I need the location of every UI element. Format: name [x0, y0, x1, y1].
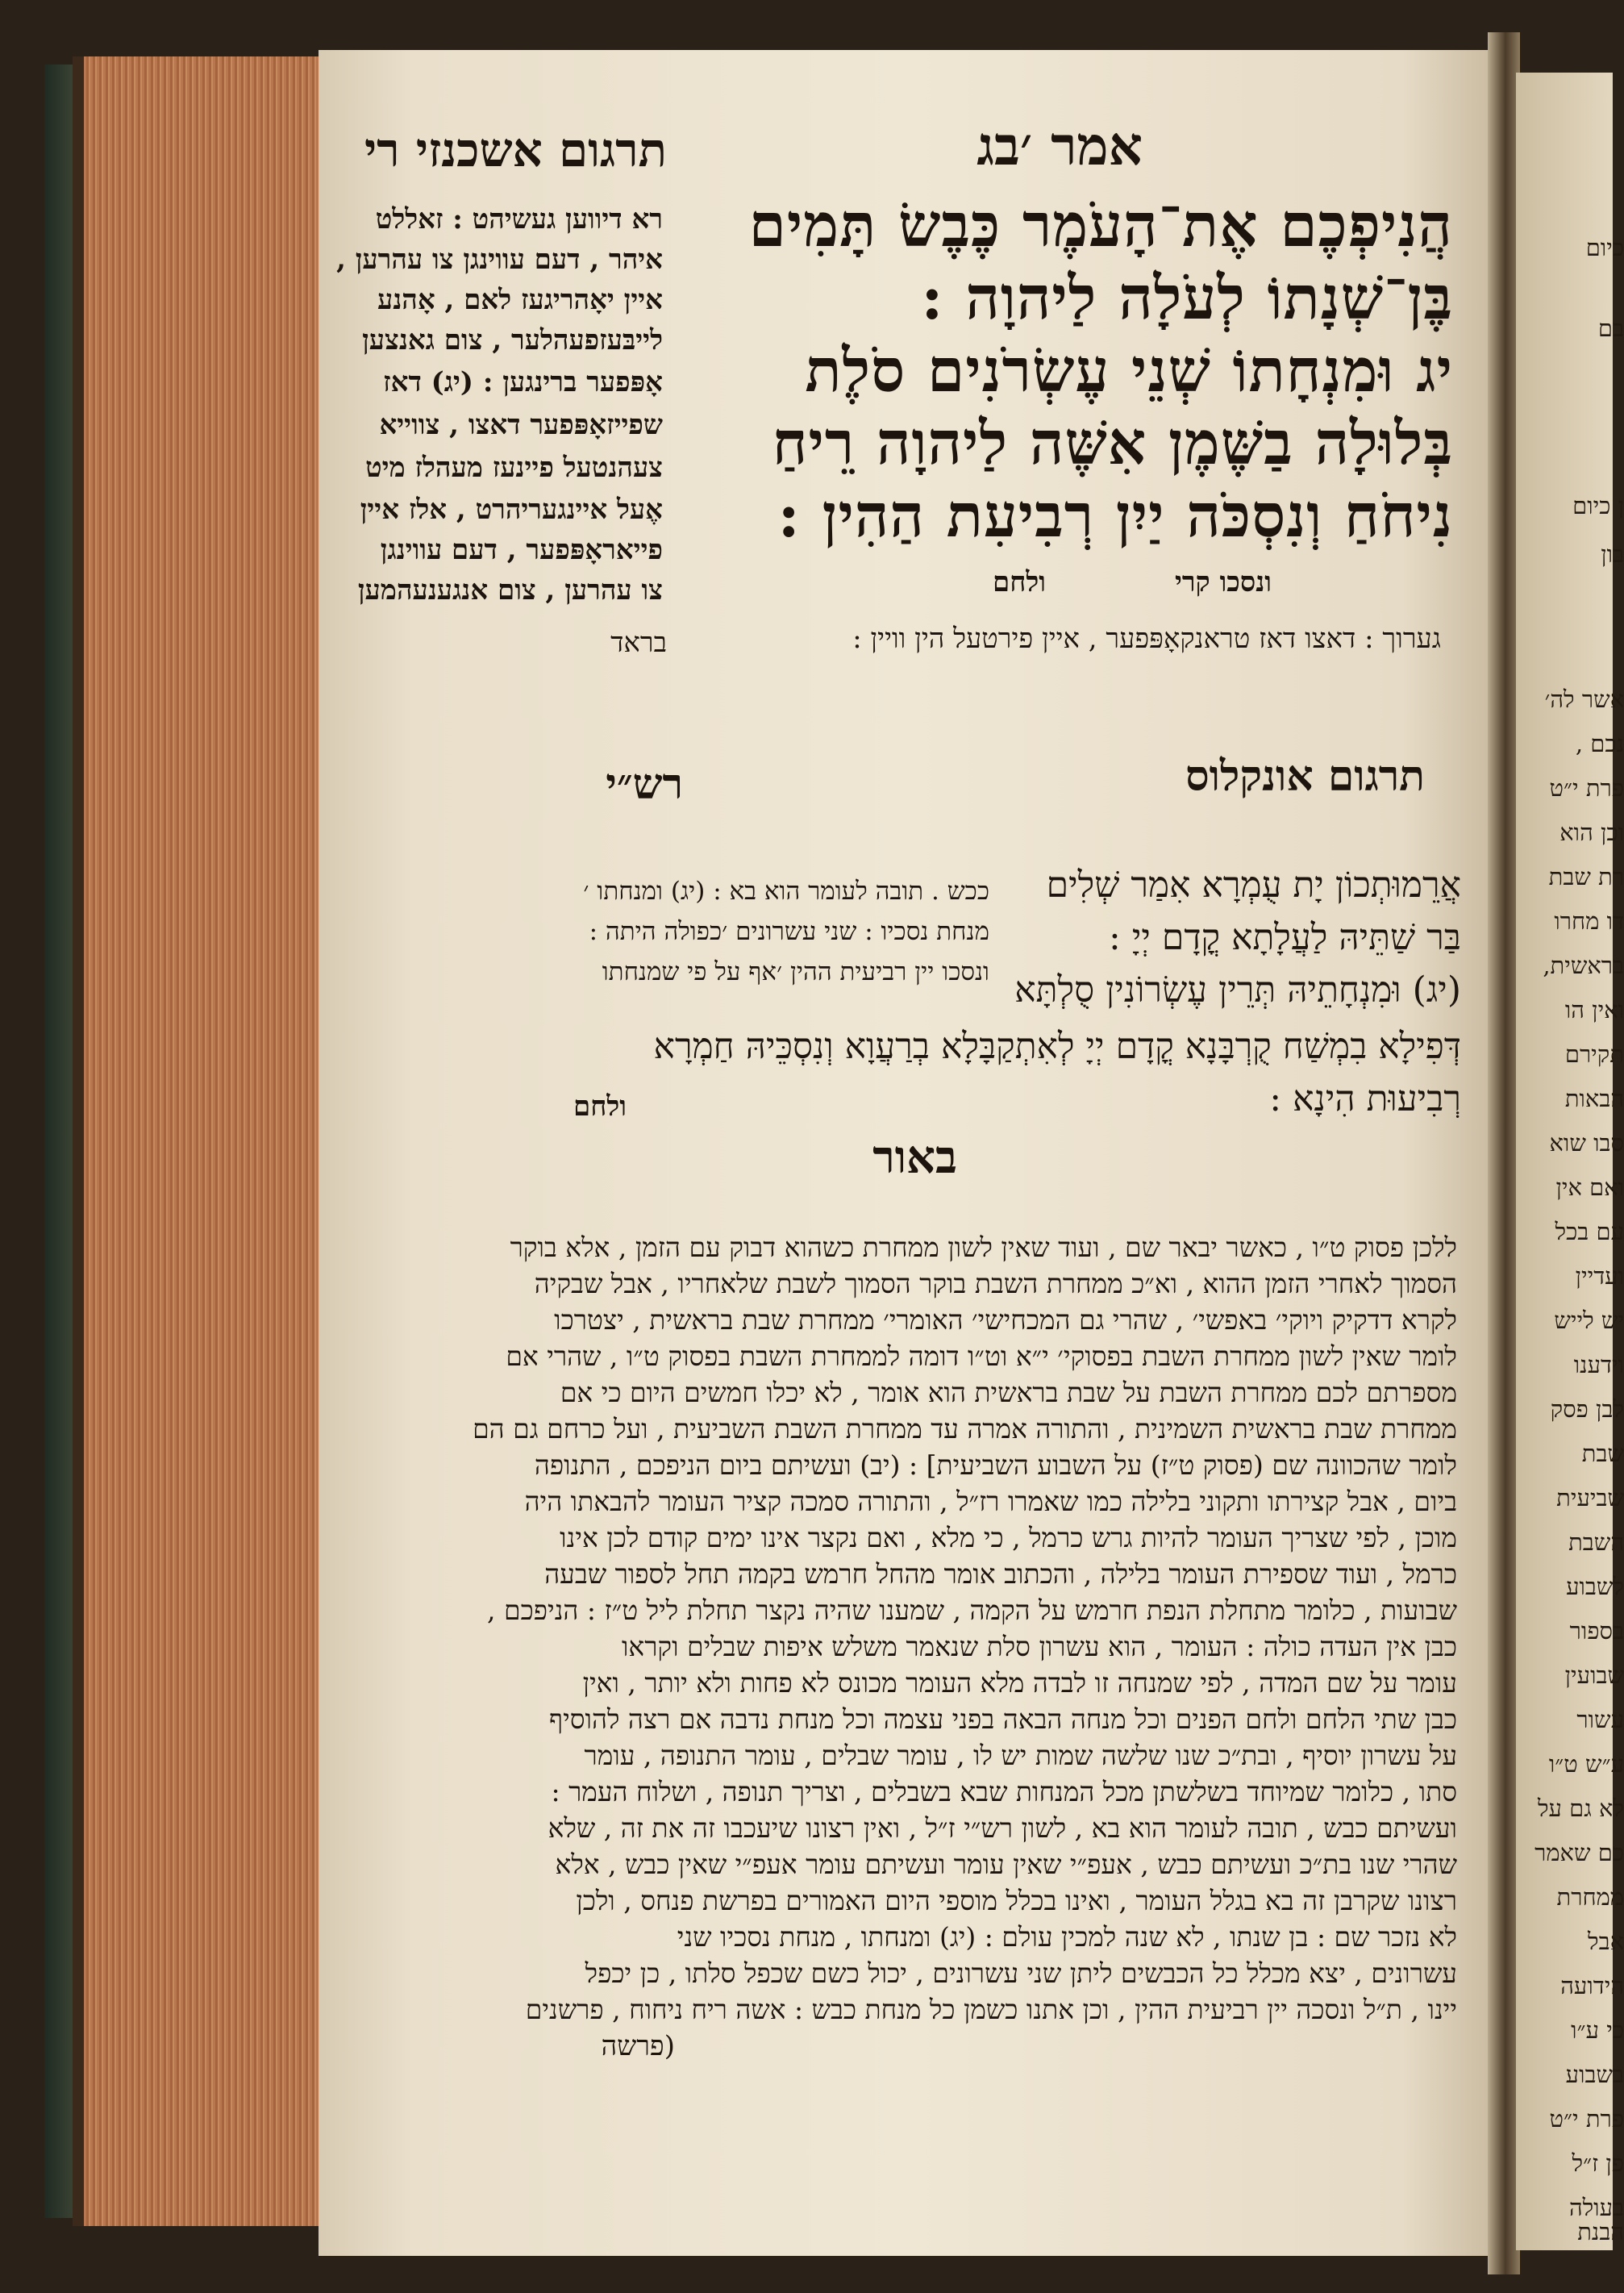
- rashi-line: מנחת נסכיו : שני עשרונים ׳כפולה היתה :: [589, 917, 989, 946]
- right-page-fragment: פן ז״ל: [1572, 2149, 1624, 2177]
- right-page-fragment: שבועין: [1564, 1661, 1624, 1689]
- right-page-fragment: וכן הוא: [1559, 819, 1624, 846]
- verse-line: הֲנִיפְכֶם אֶת־הָעֹמֶר כֶּבֶשׂ תָּמִים: [748, 191, 1453, 261]
- biur-line: לקרא דדקיק ויוקי׳ באפשי׳ , שהרי גם המכחישי׳ האומרי׳ ממחרת שבת בראשית , יצטרכו: [554, 1304, 1457, 1336]
- keri-note-word: ולחם: [993, 566, 1046, 598]
- right-page-fragment: ן כיום: [1572, 492, 1624, 519]
- yiddish-line: רא דיווען געשיהט : זאללט: [375, 203, 663, 236]
- yiddish-line: צו עהרען , צום אנגענעהמען: [357, 574, 663, 607]
- right-page-fragment: ע״ש ט״ו: [1548, 1750, 1624, 1778]
- biur-line: עשרונים , יצא מכלל כל הכבשים ליתן שני עשרונים , יכול כשם שכפל סלתו , כן יכפל: [585, 1957, 1457, 1989]
- onkelos-line: רְבִיעוּת הִינָא :: [1269, 1078, 1461, 1119]
- biur-line: כבן אין העדה כולה : העומר , הוא עשרון סלת שנאמר משלש איפות שבלים וקראו: [621, 1631, 1457, 1662]
- right-page-fragment: עם בכל: [1555, 1218, 1624, 1245]
- biur-line: הסמוך לאחרי הזמן ההוא , וא״כ ממחרת השבת בוקר הסמוך לשבת שלאחריו , אבל שבקיה: [534, 1268, 1457, 1299]
- biur-line: שהרי שנו בת״כ ועשיתם כבש , אעפ״י שאין עומר ועשיתם עומר אעפ״י שאין כבש , אלא: [555, 1849, 1457, 1880]
- onkelos-line: דְּפִילָא בִמְשַׁח קֻרְבָּנָא קֳדָם יְיָ לְאִתְקַבָּלָא בְרַעֲוָא וְנִסְכֵּיהּ חַמְרָא: [653, 1026, 1461, 1067]
- right-page-fragment: לא גם על: [1537, 1795, 1624, 1822]
- right-page-fragment: אשר לה׳: [1544, 686, 1624, 713]
- right-page-edge: [1516, 73, 1624, 2250]
- biur-line: לומר שהכוונה שם (פסוק ט״ז) על השבוע השביעית] : (יב) ועשיתם ביום הניפכם , התנופה: [534, 1449, 1457, 1481]
- right-page-fragment: ממחרת: [1556, 1883, 1624, 1911]
- right-page-fragment: הבנת: [1577, 2218, 1624, 2245]
- yiddish-line: שפייזאָפּפער דאצו , צווייא: [379, 409, 663, 441]
- yiddish-line: איין יאָהריגעז לאם , אָהנע: [377, 284, 663, 316]
- right-page-fragment: ועדיין: [1575, 1262, 1624, 1290]
- right-page-fragment: הידועה: [1560, 1972, 1624, 1999]
- right-page-fragment: דו מחרו: [1554, 907, 1624, 935]
- page-header-title: אמר ׳בג: [976, 115, 1143, 177]
- yiddish-line: איהר , דעם עווינגן צו עהרען ,: [336, 244, 663, 276]
- right-page-fragment: כי ע״ו: [1571, 2016, 1624, 2044]
- right-page-fragment: לבן פסק: [1550, 1395, 1624, 1423]
- right-page-fragment: פרת י״ט: [1549, 2105, 1624, 2132]
- rashi-title: רש״י: [606, 760, 683, 809]
- page-header-targum: תרגום אשכנזי רי: [364, 123, 667, 177]
- yiddish-line: אֶעל איינגעריהרט , אלז איין: [360, 494, 663, 526]
- biur-line: סתו , כלומר שמיוחד בשלשתן מכל המנחות שבא בשבלים , וצריך תנופה , ושלוח העמר :: [551, 1776, 1457, 1807]
- right-page-fragment: נכם ,: [1575, 730, 1624, 757]
- biur-line: לא נזכר שם : בן שנתו , לא שנה למכין עולם : (יג) ומנחתו , מנחת נסכיו שני: [677, 1921, 1457, 1953]
- biur-line: כרמל , ועוד שספירת העומר בלילה , והכתוב אומר מהחל חרמש בקמה תחל לספור שבעה: [544, 1558, 1457, 1590]
- verse-line: יג וּמִנְחָתוֹ שְׁנֵי עֶשְׂרֹנִים סֹלֶת: [805, 336, 1453, 406]
- right-page-fragment: שבת: [1581, 1440, 1624, 1467]
- right-page-fragment: בספור: [1569, 1617, 1624, 1645]
- biur-line: ועשיתם כבש , תובה לעומר הוא בא , לשון רש״י ז״ל , ואין רצונו שיעכבו זה את זה , שלא: [548, 1812, 1457, 1844]
- right-page-fragment: ואם אין: [1555, 1174, 1624, 1201]
- right-page-fragment: השבת: [1568, 1528, 1624, 1556]
- biur-line: ללכן פסוק ט״ו , כאשר יבאר שם , ועוד שאין לשון ממחרת כשהוא דבוק עם הזמן , אלא בוקר: [510, 1232, 1457, 1263]
- right-page-fragment: עשור: [1576, 1706, 1624, 1733]
- right-page-fragment: וידענו: [1573, 1351, 1624, 1378]
- right-page-fragment: שביעית: [1556, 1484, 1624, 1511]
- biur-title: באור: [872, 1131, 957, 1184]
- biur-line: על עשרון יוסיף , ובת״כ שנו שלשה שמות יש לו , עומר שבלים , עומר התנופה , עומר: [584, 1740, 1457, 1771]
- biur-line: כבן שתי הלחם ולחם הפנים וכל מנחה הבאה בפני עצמה וכל מנחת נדבה אם רצה להוסיף: [549, 1703, 1457, 1735]
- biur-line: שבועות , כלומר מתחלת הנפת חרמש על הקמה , שמענו שהיה נקצר תחלת ליל ט״ז : הניפכם ,: [487, 1595, 1457, 1626]
- onkelos-end-word: ולחם: [573, 1090, 627, 1123]
- right-page-fragment: אבל: [1588, 1928, 1624, 1955]
- biur-line: יינו , ת״ל ונסכה יין רביעית ההין , וכן אתנו כשמן כל מנחת כבש : אשה ריח ניחוח , פרשנים: [525, 1994, 1457, 2025]
- biur-line: רצונו שקרבן זה בא בגלל העומר , ואינו בכלל מוספי היום האמורים בפרשת פנחס , ולכן: [576, 1885, 1457, 1916]
- yiddish-line: אָפּפער ברינגען : (יג) דאז: [383, 366, 663, 398]
- biur-line: מספרתם לכם ממחרת השבת על שבת בראשית הוא אומר , לא יכלו חמשים היום כי אם: [560, 1377, 1457, 1408]
- rashi-line: ככש . תובה לעומר הוא בא : (יג) ומנחתו ׳: [583, 877, 989, 906]
- right-page-fragment: בראשית,: [1543, 952, 1624, 979]
- biur-line: ממחרת שבת בראשית השמינית , והתורה אמרה עד ממחרת השבת השביעית , ועל כרחם גם הם: [473, 1413, 1457, 1445]
- keri-note: ונסכו קרי: [1174, 566, 1272, 598]
- yiddish-continuation: גערוך : דאצו דאז טראנקאָפּפער , איין פירטעל הין וויין :: [852, 623, 1441, 655]
- verse-line: בְּלוּלָה בַשֶּׁמֶן אִשֶּׁה לַיהוָה רֵיחַ: [772, 409, 1453, 478]
- right-page-fragment: יש לייש: [1554, 1307, 1624, 1334]
- right-page-fragment: רת שבת: [1548, 863, 1624, 890]
- right-page-fragment: תקירם: [1564, 1040, 1624, 1068]
- page-edges: [73, 56, 334, 2226]
- right-page-fragment: בשבוע: [1565, 2061, 1624, 2088]
- right-page-fragment: פרת י״ט: [1549, 774, 1624, 802]
- right-page-fragment: כם שאמר: [1534, 1839, 1624, 1866]
- right-page-fragment: סבו שוא: [1549, 1129, 1624, 1157]
- biur-line: עומר על שם המדה , לפי שמנחה זו לבדה מלא העומר מכונס לא פחות ולא יותר , ואין: [582, 1667, 1457, 1699]
- onkelos-line: אֲרֵמוּתְכוֹן יָת עֻמְרָא אִמַר שְׁלִים: [1046, 865, 1461, 906]
- right-page-fragment: הבאות: [1564, 1085, 1624, 1112]
- verse-line: נִיחֹחַ וְנִסְכֹּה יַיִן רְבִיעִת הַהִין :: [777, 482, 1453, 551]
- yiddish-line: פייאראָפּפער , דעם עווינגן: [380, 534, 663, 566]
- onkelos-line: (יג) וּמִנְחָתֵיהּ תְּרֵין עֶשְׂרוֹנִין סֻלְתָּא: [1014, 969, 1461, 1011]
- yiddish-line: צעהנטעל פיינעז מעהלז מיט: [365, 452, 663, 484]
- biur-line: לומר שאין לשון ממחרת השבת בפסוקי׳ י״א וט״ו דומה לממחרת השבת בפסוק ט״ו , שהרי אם: [506, 1340, 1457, 1372]
- biur-line: ביום , אבל קצירתו ותקוני בלילה כמו שאמרו רז״ל , והתורה סמכה קציר העומר להבאתו היה: [524, 1486, 1457, 1517]
- right-page-fragment: כיום: [1585, 234, 1624, 261]
- right-page-fragment: ואין הו: [1564, 996, 1624, 1024]
- yiddish-line: לייבּעזפעהלער , צום גאנצען: [362, 324, 663, 356]
- yiddish-end-word: בראד: [610, 627, 667, 659]
- biur-line: מוכן , לפי שצריך העומר להיות גרש כרמל , כי מלא , ואם נקצר אינו ימים קודם לכן אינו: [560, 1522, 1457, 1553]
- catchword: (פרשה: [601, 2030, 675, 2062]
- verse-line: בֶּן־שְׁנָתוֹ לְעֹלָה לַיהוָה :: [921, 264, 1453, 333]
- onkelos-title: תרגום אונקלוס: [1185, 752, 1425, 801]
- left-page: [319, 50, 1497, 2256]
- rashi-line: ונסכו יין רביעית ההין ׳אף על פי שמנחתו: [602, 957, 989, 986]
- right-page-fragment: בון: [1601, 540, 1624, 568]
- right-page-fragment: לשבוע: [1566, 1573, 1624, 1600]
- right-page-fragment: בעולה: [1568, 2194, 1624, 2221]
- onkelos-line: בַּר שַׁתֵּיהּ לַעֲלָתָא קֳדָם יְיָ :: [1109, 917, 1461, 958]
- right-page-fragment: בם: [1597, 315, 1624, 342]
